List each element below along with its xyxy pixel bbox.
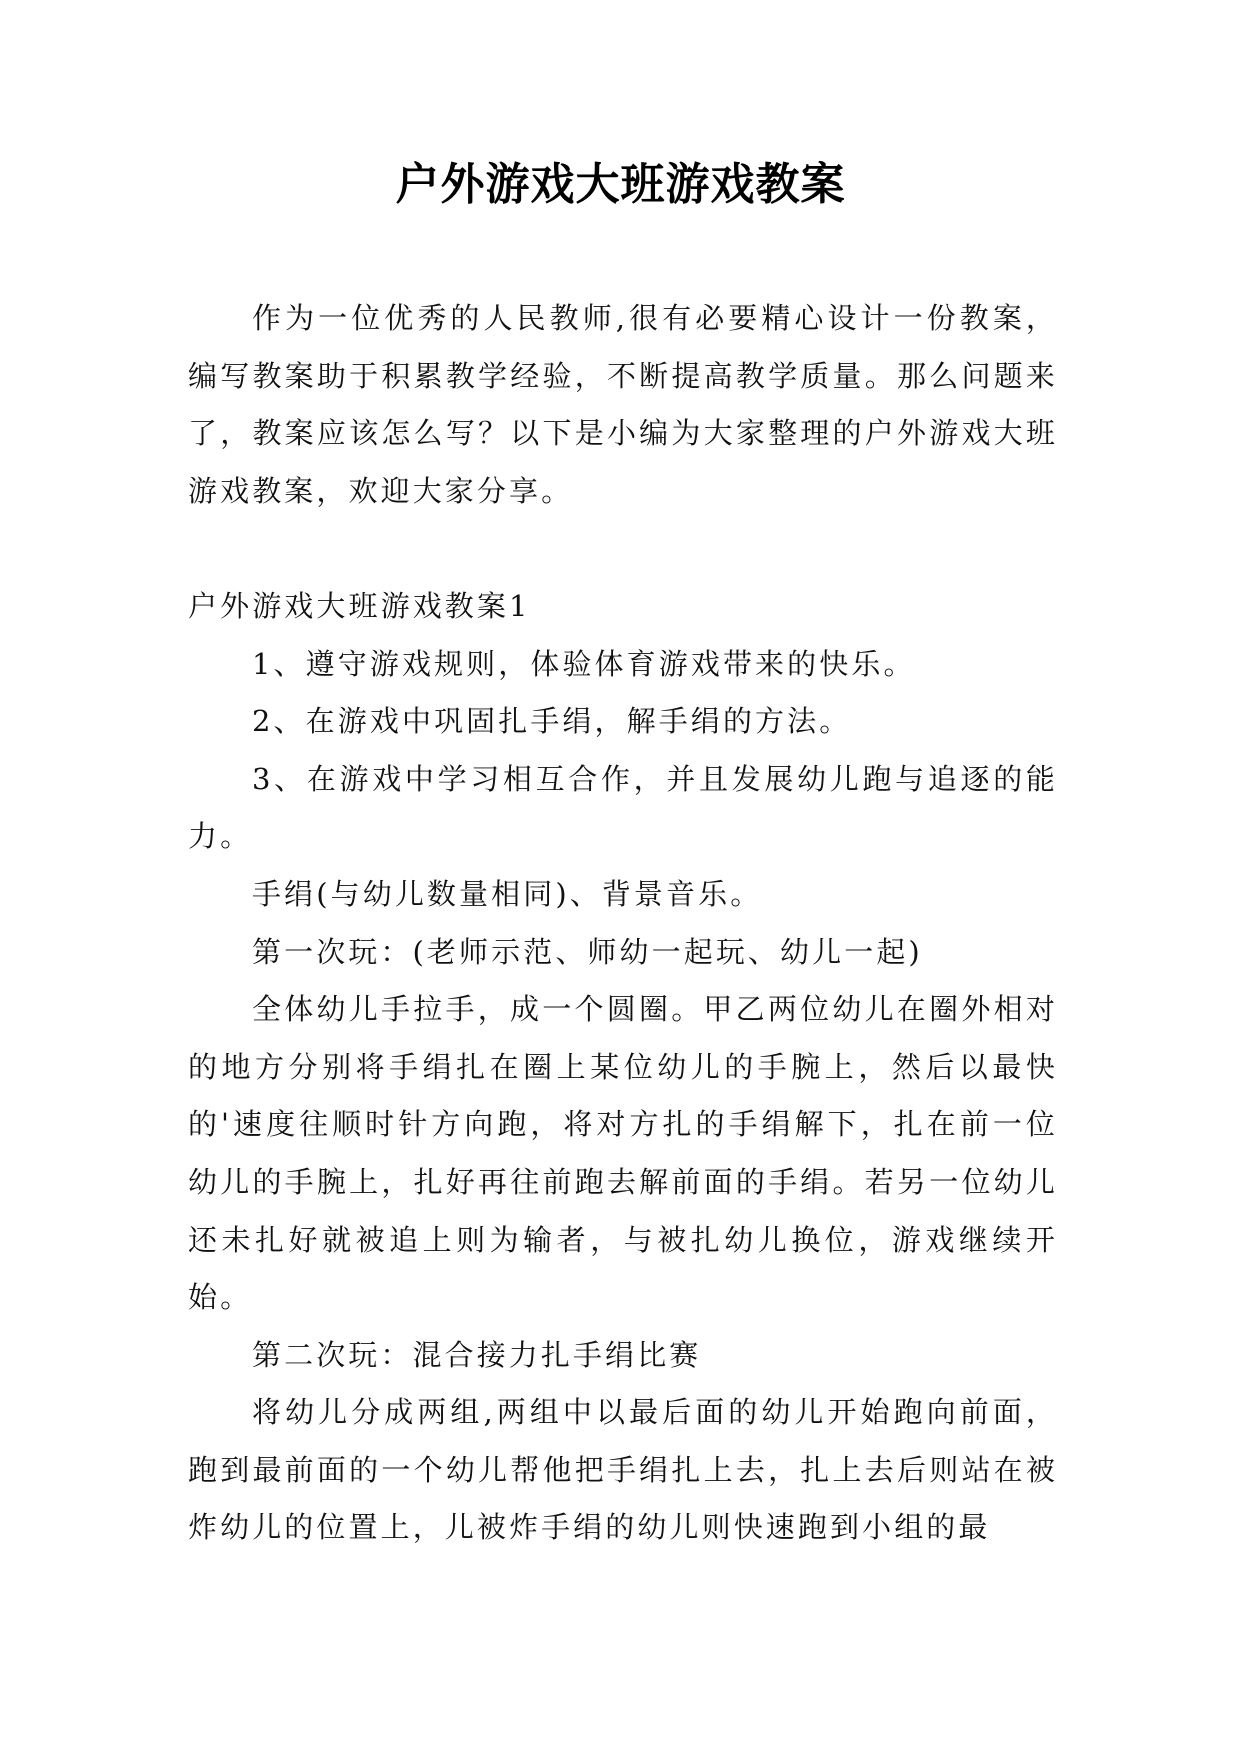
round1-heading: 第一次玩：(老师示范、师幼一起玩、幼儿一起) xyxy=(252,934,923,969)
document-title: 户外游戏大班游戏教案 xyxy=(395,159,846,210)
section-heading: 户外游戏大班游戏教案1 xyxy=(188,588,531,623)
document-body xyxy=(188,290,1058,1557)
round2-paragraph: 将幼儿分成两组,两组中以最后面的幼儿开始跑向前面，跑到最前面的一个幼儿帮他把手绢扎上去，扎上去后则站在被炸幼儿的位置上，儿被炸手绢的幼儿则快速跑到小组的最 xyxy=(188,1395,1058,1545)
intro-paragraph: 作为一位优秀的人民教师,很有必要精心设计一份教案，编写教案助于积累教学经验，不断提高教学质量。那么问题来了，教案应该怎么写？以下是小编为大家整理的户外游戏大班游戏教案，欢迎大家分享。 xyxy=(188,301,1058,508)
goal-item-2: 2、在游戏中巩固扎手绢，解手绢的方法。 xyxy=(252,704,852,739)
goal-item-3: 3、在游戏中学习相互合作，并且发展幼儿跑与追逐的能力。 xyxy=(188,761,1058,854)
round1-paragraph: 全体幼儿手拉手，成一个圆圈。甲乙两位幼儿在圈外相对的地方分别将手绢扎在圈上某位幼儿的手腕上，然后以最快的'速度往顺时针方向跑，将对方扎的手绢解下，扎在前一位幼儿的手腕上，扎好再往前跑去解前面的手绢。若另一位幼儿还未扎好就被追上则为输者，与被扎幼儿换位，游戏继续开始。 xyxy=(188,992,1058,1315)
round2-heading: 第二次玩：混合接力扎手绢比赛 xyxy=(252,1337,702,1372)
materials-paragraph: 手绢(与幼儿数量相同)、背景音乐。 xyxy=(252,876,763,911)
goal-item-1: 1、遵守游戏规则，体验体育游戏带来的快乐。 xyxy=(252,646,916,681)
